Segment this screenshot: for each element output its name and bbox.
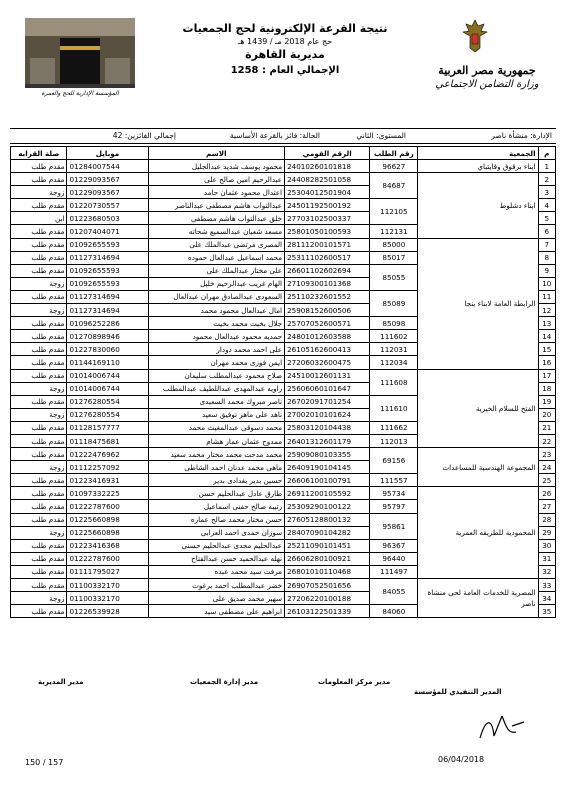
cell-mobile: 01223416368 (67, 539, 148, 552)
cell-national-id: 27206032600475 (285, 356, 370, 369)
cell-relation: مقدم طلب (11, 421, 67, 434)
eagle-icon (460, 18, 490, 54)
cell-relation: مقدم طلب (11, 356, 67, 369)
cell-national-id: 27605128800132 (285, 513, 370, 526)
cell-relation: مقدم طلب (11, 225, 67, 238)
cell-mobile: 01207404071 (67, 225, 148, 238)
cell-request-number: 84060 (370, 605, 418, 618)
cell-request-number: 84687 (370, 173, 418, 199)
cell-mobile: 01276280554 (67, 408, 148, 421)
cell-name: خضر عبدالمطلب احمد برغوت (148, 579, 285, 592)
cell-serial: 31 (538, 552, 555, 565)
cell-request-number: 112105 (370, 199, 418, 225)
table-row (11, 579, 556, 592)
cell-relation: زوجة (11, 277, 67, 290)
cell-name: صلاح محمود عبدالمطلب سليمان (148, 369, 285, 382)
cell-mobile: 01284007544 (67, 160, 148, 173)
cell-mobile: 01092655593 (67, 238, 148, 251)
cell-mobile: 01229093567 (67, 173, 148, 186)
cell-national-id: 27109300101368 (285, 277, 370, 290)
cell-serial: 6 (538, 225, 555, 238)
cell-mobile: 01220730557 (67, 199, 148, 212)
cell-relation: زوجة (11, 186, 67, 199)
cell-relation: مقدم طلب (11, 448, 67, 461)
cell-name: مسعد شعبان عبدالسميع شحاته (148, 225, 285, 238)
kaaba-logo (25, 18, 135, 113)
cell-serial: 21 (538, 421, 555, 434)
cell-mobile: 01226539928 (67, 605, 148, 618)
level-label: المستوى: الثاني (356, 131, 406, 140)
table-row (11, 238, 556, 251)
ceo-title: المدير التنفيذي للمؤسسة (414, 688, 502, 696)
cell-relation: مقدم طلب (11, 251, 67, 264)
cell-mobile: 01112257092 (67, 461, 148, 474)
cell-serial: 15 (538, 343, 555, 356)
cell-request-number: 84055 (370, 579, 418, 605)
cell-serial: 2 (538, 173, 555, 186)
cell-request-number: 96440 (370, 552, 418, 565)
cell-national-id: 26401312601179 (285, 434, 370, 447)
cell-request-number: 95861 (370, 513, 418, 539)
cell-mobile: 01118475681 (67, 434, 148, 447)
cell-mobile: 01097332225 (67, 487, 148, 500)
cell-name: السعودى عبدالصادق مهران عبدالعال (148, 290, 285, 303)
col-association: الجمعية (418, 147, 538, 160)
grand-total-label: الإجمالي العام : (262, 65, 340, 76)
cell-name: رتيبه صالح حفنى اسماعيل (148, 500, 285, 513)
cell-name: محمد مدحت محمد مختار محمد سعيد (148, 448, 285, 461)
cell-relation: مقدم طلب (11, 552, 67, 565)
cell-request-number: 112034 (370, 356, 418, 369)
cell-mobile: 01096252286 (67, 317, 148, 330)
cell-serial: 10 (538, 277, 555, 290)
cell-name: مرفت سيد محمد عبده (148, 565, 285, 578)
cell-mobile: 01270898946 (67, 330, 148, 343)
cell-request-number: 111497 (370, 565, 418, 578)
cell-request-number: 112131 (370, 225, 418, 238)
cell-name: عبدالرحيم امين صالح على (148, 173, 285, 186)
table-body (11, 160, 556, 618)
cell-mobile: 01222787600 (67, 500, 148, 513)
cell-request-number: 85098 (370, 317, 418, 330)
handwritten-signature (472, 708, 532, 748)
cell-serial: 25 (538, 474, 555, 487)
cell-mobile: 01092655593 (67, 277, 148, 290)
cell-serial: 22 (538, 434, 555, 447)
cell-name: المصرى مرتضى عبدالملك على (148, 238, 285, 251)
cell-request-number: 111662 (370, 421, 418, 434)
cell-mobile: 01227830060 (67, 343, 148, 356)
cell-serial: 7 (538, 238, 555, 251)
cell-mobile: 01229093567 (67, 186, 148, 199)
cell-national-id: 24408282501058 (285, 173, 370, 186)
cell-serial: 28 (538, 513, 555, 526)
cell-name: حمديه محمود عبدالعال محمود (148, 330, 285, 343)
cell-national-id: 26907052501656 (285, 579, 370, 592)
cell-serial: 33 (538, 579, 555, 592)
cell-name: نهله عبدالحميد حسن عبدالفتاح (148, 552, 285, 565)
cell-mobile: 01276280554 (67, 395, 148, 408)
cell-serial: 23 (538, 448, 555, 461)
ministry-name: وزارة التضامن الاجتماعي (435, 79, 539, 90)
results-table (10, 146, 556, 618)
cell-mobile: 01111795027 (67, 565, 148, 578)
cell-request-number: 85017 (370, 251, 418, 264)
cell-request-number: 85055 (370, 264, 418, 290)
col-mobile: موبايل (67, 147, 148, 160)
logo-caption: المؤسسة الإدارية للحج والعمرة (41, 90, 119, 97)
kaaba-icon (25, 18, 135, 113)
cell-serial: 30 (538, 539, 555, 552)
cell-serial: 4 (538, 199, 555, 212)
cell-relation: مقدم طلب (11, 173, 67, 186)
cell-relation: مقدم طلب (11, 579, 67, 592)
cell-relation: مقدم طلب (11, 434, 67, 447)
cell-mobile: 01144169110 (67, 356, 148, 369)
cell-relation: مقدم طلب (11, 317, 67, 330)
cell-serial: 3 (538, 186, 555, 199)
cell-relation: زوجة (11, 592, 67, 605)
cell-serial: 13 (538, 317, 555, 330)
cell-national-id: 25909080103355 (285, 448, 370, 461)
cell-national-id: 24510012601131 (285, 369, 370, 382)
cell-name: على مختار عبدالملك على (148, 264, 285, 277)
cell-mobile: 01014006744 (67, 369, 148, 382)
cell-relation: مقدم طلب (11, 513, 67, 526)
cell-national-id: 26606100100791 (285, 474, 370, 487)
page-title: نتيجة القرعة الإلكترونية لحج الجمعيات (182, 22, 388, 35)
cell-national-id: 27206220100188 (285, 592, 370, 605)
cell-national-id: 26103122501339 (285, 605, 370, 618)
cell-national-id: 26105162600413 (285, 343, 370, 356)
cell-relation: مقدم طلب (11, 330, 67, 343)
cell-relation: مقدم طلب (11, 238, 67, 251)
cell-relation: مقدم طلب (11, 264, 67, 277)
cell-national-id: 25309290100122 (285, 500, 370, 513)
status-label: الحالة: فائز بالقرعة الأساسية (229, 131, 320, 140)
cell-name: محمد دسوقى عبدالمغيث محمد (148, 421, 285, 434)
cell-national-id: 26601102602694 (285, 264, 370, 277)
cell-name: اعتدال محمود عثمان حامد (148, 186, 285, 199)
table-row (11, 160, 556, 173)
cell-association: ابناء دشلوط (418, 173, 538, 238)
cell-relation: زوجة (11, 408, 67, 421)
cell-serial: 19 (538, 395, 555, 408)
cell-relation: مقدم طلب (11, 565, 67, 578)
cell-association: المجموعة الهندسية للمساعدات (418, 448, 538, 487)
cell-relation: مقدم طلب (11, 343, 67, 356)
cell-national-id: 25606060101647 (285, 382, 370, 395)
cell-serial: 17 (538, 369, 555, 382)
government-heading (428, 64, 546, 90)
col-national-id: الرقم القومي (285, 147, 370, 160)
cell-relation: مقدم طلب (11, 474, 67, 487)
cell-serial: 11 (538, 290, 555, 303)
cell-association: المصرية للخدمات العامة لحى منشاة ناصر (418, 579, 538, 618)
cell-request-number: 96367 (370, 539, 418, 552)
cell-association: الرابطة العامة لابناء بنجا (418, 238, 538, 369)
egypt-emblem (460, 18, 540, 58)
cell-request-number: 95734 (370, 487, 418, 500)
cell-request-number: 111608 (370, 369, 418, 395)
cell-name: سهير محمد صديق على (148, 592, 285, 605)
cell-serial: 5 (538, 212, 555, 225)
table-row (11, 173, 556, 186)
cell-national-id: 24501192500192 (285, 199, 370, 212)
cell-serial: 20 (538, 408, 555, 421)
cell-mobile: 01100332170 (67, 579, 148, 592)
cell-relation: مقدم طلب (11, 369, 67, 382)
cell-name: طارق عادل عبدالحليم حسن (148, 487, 285, 500)
signature-directorate: مدير المديرية (38, 678, 84, 686)
cell-mobile: 01100332170 (67, 592, 148, 605)
cell-relation: زوجة (11, 304, 67, 317)
cell-relation: مقدم طلب (11, 605, 67, 618)
hajj-year: حج عام 2018 مـ / 1439 هـ (237, 37, 333, 46)
cell-national-id: 25311102600517 (285, 251, 370, 264)
cell-national-id: 26409190104145 (285, 461, 370, 474)
cell-national-id: 26606280100921 (285, 552, 370, 565)
cell-association: المحمودية للطريقه العمرية (418, 487, 538, 579)
cell-association: الفتح للسلام الخيرية (418, 369, 538, 448)
cell-name: حسين بدير بغدادى بدير (148, 474, 285, 487)
cell-request-number: 69156 (370, 448, 418, 474)
cell-serial: 35 (538, 605, 555, 618)
cell-national-id: 26911200105592 (285, 487, 370, 500)
cell-serial: 18 (538, 382, 555, 395)
table-header-row (11, 147, 556, 160)
cell-mobile: 01223416931 (67, 474, 148, 487)
cell-name: عبدالحليم مجدى عبدالحليم حسنى (148, 539, 285, 552)
cell-name: راويه عبدالمهدى عبداللطيف عبدالمطلب (148, 382, 285, 395)
signature-info-center: مدير مركز المعلومات (318, 678, 391, 686)
cell-national-id: 28111200101571 (285, 238, 370, 251)
col-relation: صلة القرابه (11, 147, 67, 160)
cell-national-id: 27002010101624 (285, 408, 370, 421)
cell-national-id: 25707052600571 (285, 317, 370, 330)
cell-mobile: 01225660898 (67, 526, 148, 539)
cell-national-id: 25304012501904 (285, 186, 370, 199)
cell-serial: 34 (538, 592, 555, 605)
cell-relation: زوجة (11, 526, 67, 539)
grand-total-value: 1258 (230, 65, 259, 76)
cell-name: الهام غريب عبدالرحيم خليل (148, 277, 285, 290)
cell-relation: ابن (11, 212, 67, 225)
signature-associations: مدير إدارة الجمعيات (190, 678, 259, 686)
page-number: 150 / 157 (25, 758, 64, 767)
col-name: الاسم (148, 147, 285, 160)
cell-mobile: 01127314694 (67, 251, 148, 264)
cell-name: جلال بخيت محمد بخيت (148, 317, 285, 330)
cell-national-id: 25803120104438 (285, 421, 370, 434)
cell-mobile: 01014006744 (67, 382, 148, 395)
cell-relation: مقدم طلب (11, 487, 67, 500)
cell-relation: مقدم طلب (11, 290, 67, 303)
cell-name: ناهد على ماهر توفيق سعيد (148, 408, 285, 421)
cell-name: خلق عبدالتواب هاشم مصطفى (148, 212, 285, 225)
cell-name: محمود يوسف شديد عبدالجليل (148, 160, 285, 173)
cell-serial: 9 (538, 264, 555, 277)
cell-national-id: 26702091701254 (285, 395, 370, 408)
print-date: 06/04/2018 (438, 755, 485, 764)
cell-mobile: 01225660898 (67, 513, 148, 526)
cell-request-number: 85000 (370, 238, 418, 251)
cell-name: عبدالتواب هاشم مصطفى عبدالناصر (148, 199, 285, 212)
cell-national-id: 24010260101818 (285, 160, 370, 173)
directorate-name: مديرية القاهرة (245, 48, 325, 61)
cell-name: سوزان حمدى احمد العرابى (148, 526, 285, 539)
document-header (170, 22, 400, 76)
col-serial: م (538, 147, 555, 160)
cell-mobile: 01222476962 (67, 448, 148, 461)
table-row (11, 448, 556, 461)
winners-label: إجمالي الفائزين: 42 (112, 131, 176, 140)
cell-national-id: 25110232601552 (285, 290, 370, 303)
cell-serial: 29 (538, 526, 555, 539)
cell-request-number: 95797 (370, 500, 418, 513)
table-row (11, 487, 556, 500)
cell-association: ابناء برقوق وقايتباي (418, 160, 538, 173)
country-name: جمهورية مصر العربية (438, 64, 536, 77)
cell-relation: مقدم طلب (11, 539, 67, 552)
cell-name: ممدوح عثمان عمار هشام (148, 434, 285, 447)
cell-request-number: 112031 (370, 343, 418, 356)
cell-national-id: 25211090101451 (285, 539, 370, 552)
cell-name: حسن مختار محمد صالح عماره (148, 513, 285, 526)
info-bar (10, 128, 556, 144)
col-request-number: رقم الطلب (370, 147, 418, 160)
cell-mobile: 01127314694 (67, 304, 148, 317)
cell-serial: 27 (538, 500, 555, 513)
cell-request-number: 112013 (370, 434, 418, 447)
cell-national-id: 26801010110468 (285, 565, 370, 578)
cell-mobile: 01127314694 (67, 290, 148, 303)
cell-mobile: 01128157777 (67, 421, 148, 434)
cell-serial: 1 (538, 160, 555, 173)
cell-name: محمد اسماعيل عبدالعال حموده (148, 251, 285, 264)
cell-relation: زوجة (11, 382, 67, 395)
cell-relation: مقدم طلب (11, 160, 67, 173)
cell-name: امال عبدالعال محمود محمد (148, 304, 285, 317)
cell-serial: 8 (538, 251, 555, 264)
cell-relation: مقدم طلب (11, 500, 67, 513)
cell-national-id: 28407090104282 (285, 526, 370, 539)
cell-request-number: 96627 (370, 160, 418, 173)
cell-mobile: 01223680503 (67, 212, 148, 225)
cell-name: ايمن فوزى محمد مهران (148, 356, 285, 369)
cell-serial: 32 (538, 565, 555, 578)
cell-request-number: 85089 (370, 290, 418, 316)
cell-request-number: 111557 (370, 474, 418, 487)
cell-request-number: 111610 (370, 395, 418, 421)
cell-national-id: 25908152600506 (285, 304, 370, 317)
cell-national-id: 24801012603588 (285, 330, 370, 343)
admin-label: الإدارة: منشأة ناصر (491, 131, 552, 140)
cell-relation: زوجة (11, 461, 67, 474)
cell-name: ماهى محمد عدنان احمد الشاطى (148, 461, 285, 474)
cell-national-id: 27703102500337 (285, 212, 370, 225)
cell-serial: 14 (538, 330, 555, 343)
cell-name: على احمد محمد دودار (148, 343, 285, 356)
cell-serial: 16 (538, 356, 555, 369)
cell-mobile: 01092655593 (67, 264, 148, 277)
cell-name: ناصر مبروك محمد السعيدى (148, 395, 285, 408)
cell-relation: مقدم طلب (11, 395, 67, 408)
grand-total (170, 65, 400, 76)
cell-relation: مقدم طلب (11, 199, 67, 212)
cell-request-number: 111602 (370, 330, 418, 343)
table-row (11, 369, 556, 382)
cell-serial: 24 (538, 461, 555, 474)
cell-name: ابراهيم على مصطفى سيد (148, 605, 285, 618)
cell-serial: 12 (538, 304, 555, 317)
cell-mobile: 01222787600 (67, 552, 148, 565)
cell-national-id: 25801050100593 (285, 225, 370, 238)
cell-serial: 26 (538, 487, 555, 500)
